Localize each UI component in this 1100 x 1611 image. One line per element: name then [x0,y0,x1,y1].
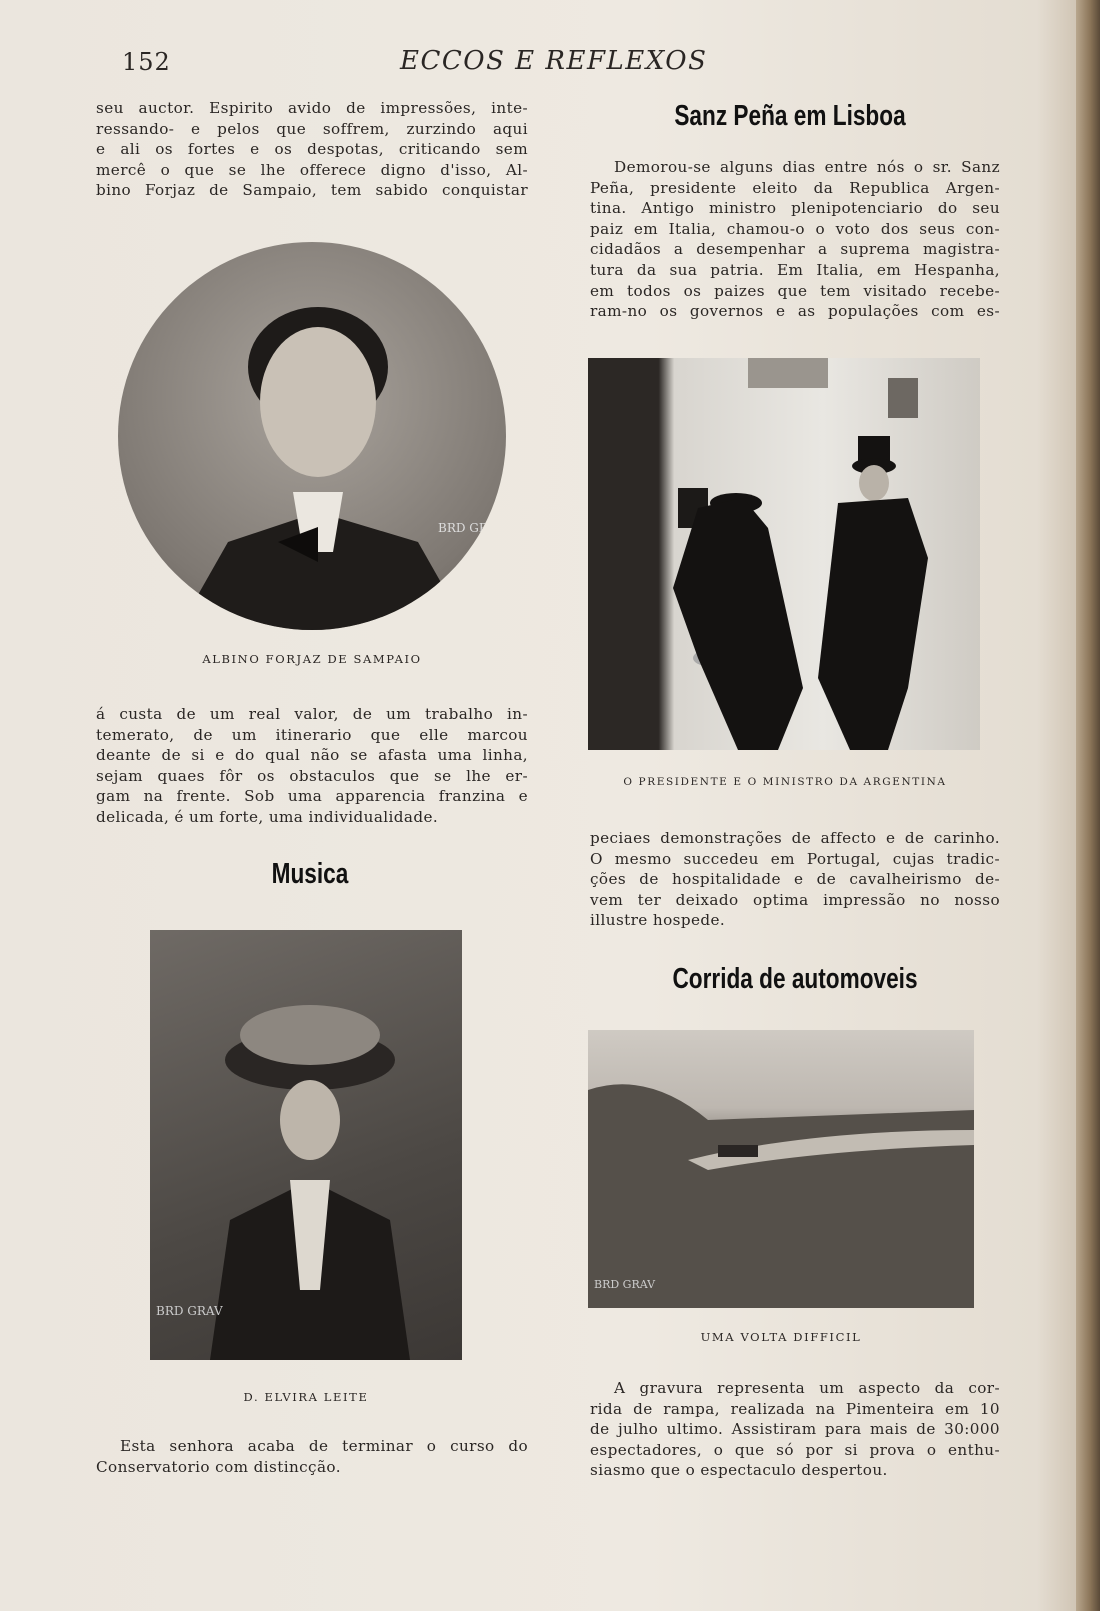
text-line: deante de si e do qual não se afasta uma linha, [96,746,528,765]
president-photo-caption: O PRESIDENTE E O MINISTRO DA ARGENTINA [623,776,947,788]
two-men-silhouette-icon [588,358,980,750]
text-line: Demorou-se alguns dias entre nós o sr. Sanz [614,158,1000,176]
text-line: delicada, é um forte, uma individualidade. [96,807,439,826]
intro-continued-text [96,704,528,828]
text-line: temerato, de um itinerario que elle marcou [96,725,528,744]
text-line: e ali os fortes e os despotas, criticando sem [96,140,528,159]
musica-heading: Musica [271,858,349,890]
text-line: ções de hospitalidade e de cavalheirismo de- [590,870,1000,889]
text-line: á custa de um real valor, de um trabalho in- [96,705,528,723]
engraver-mark: BRD GRAV [594,1278,656,1291]
page-number: 152 [122,48,171,76]
hillside-road-icon [588,1030,974,1308]
text-line: cidadãos a desempenhar a suprema magistra- [590,240,1000,259]
sanz-pena-heading: Sanz Peña em Lisboa [674,100,906,132]
musica-caption: D. ELVIRA LEITE [243,1390,369,1404]
text-line: illustre hospede. [590,911,726,930]
text-line: gam na frente. Sob uma apparencia franzina e [96,787,528,806]
running-title: ECCOS E REFLEXOS [400,46,708,76]
book-edge [1076,0,1100,1611]
photo-elvira-leite [150,930,462,1360]
portrait-silhouette-icon [118,242,506,630]
text-line: peciaes demonstrações de affecto e de carinho. [590,829,1000,847]
text-line: ressando- e pelos que soffrem, zurzindo aqui [96,119,528,138]
text-line: Esta senhora acaba de terminar o curso do [120,1437,528,1455]
text-line: seu auctor. Espirito avido de impressões, inte- [96,99,528,117]
text-line: vem ter deixado optima impressão no nosso [590,890,1000,909]
sanz-pena-continued-text [590,828,1000,931]
text-line: em todos os paizes que tem visitado recebe- [590,281,1000,300]
text-line: bino Forjaz de Sampaio, tem sabido conquistar [96,181,528,200]
portrait-caption: ALBINO FORJAZ DE SAMPAIO [202,652,422,666]
photo-president-and-minister [588,358,980,750]
photo-automobile-race [588,1030,974,1308]
text-line: rida de rampa, realizada na Pimenteira em 10 [590,1399,1000,1418]
engraver-mark: BRD GRAV [438,521,505,535]
portrait-silhouette-icon [150,930,462,1360]
text-line: mercê o que se lhe offerece digno d'isso, Al- [96,160,528,179]
text-line: O mesmo succedeu em Portugal, cujas tradic- [590,849,1000,868]
text-line: Conservatorio com distincção. [96,1457,341,1476]
corrida-caption: UMA VOLTA DIFFICIL [700,1330,862,1344]
text-line: espectadores, o que só por si prova o enthu- [590,1440,1000,1459]
text-line: sejam quaes fôr os obstaculos que se lhe er- [96,766,528,785]
text-line: A gravura representa um aspecto da cor- [614,1379,1000,1397]
musica-text [96,1436,528,1477]
corrida-heading: Corrida de automoveis [672,963,918,995]
portrait-albino-forjaz [118,242,506,630]
text-line: tura da sua patria. Em Italia, em Hespanha, [590,260,1000,279]
text-line: Peña, presidente eleito da Republica Argen- [590,178,1000,197]
text-line: tina. Antigo ministro plenipotenciario do seu [590,199,1000,218]
engraver-mark: BRD GRAV [156,1304,223,1318]
text-line: paiz em Italia, chamou-o o voto dos seus con- [590,219,1000,238]
corrida-text [590,1378,1000,1481]
text-line: ram-no os governos e as populações com es- [590,302,1000,321]
intro-text [96,98,528,201]
text-line: siasmo que o espectaculo despertou. [590,1461,888,1480]
sanz-pena-text [590,157,1000,322]
text-line: de julho ultimo. Assistiram para mais de 30:000 [590,1420,1000,1439]
